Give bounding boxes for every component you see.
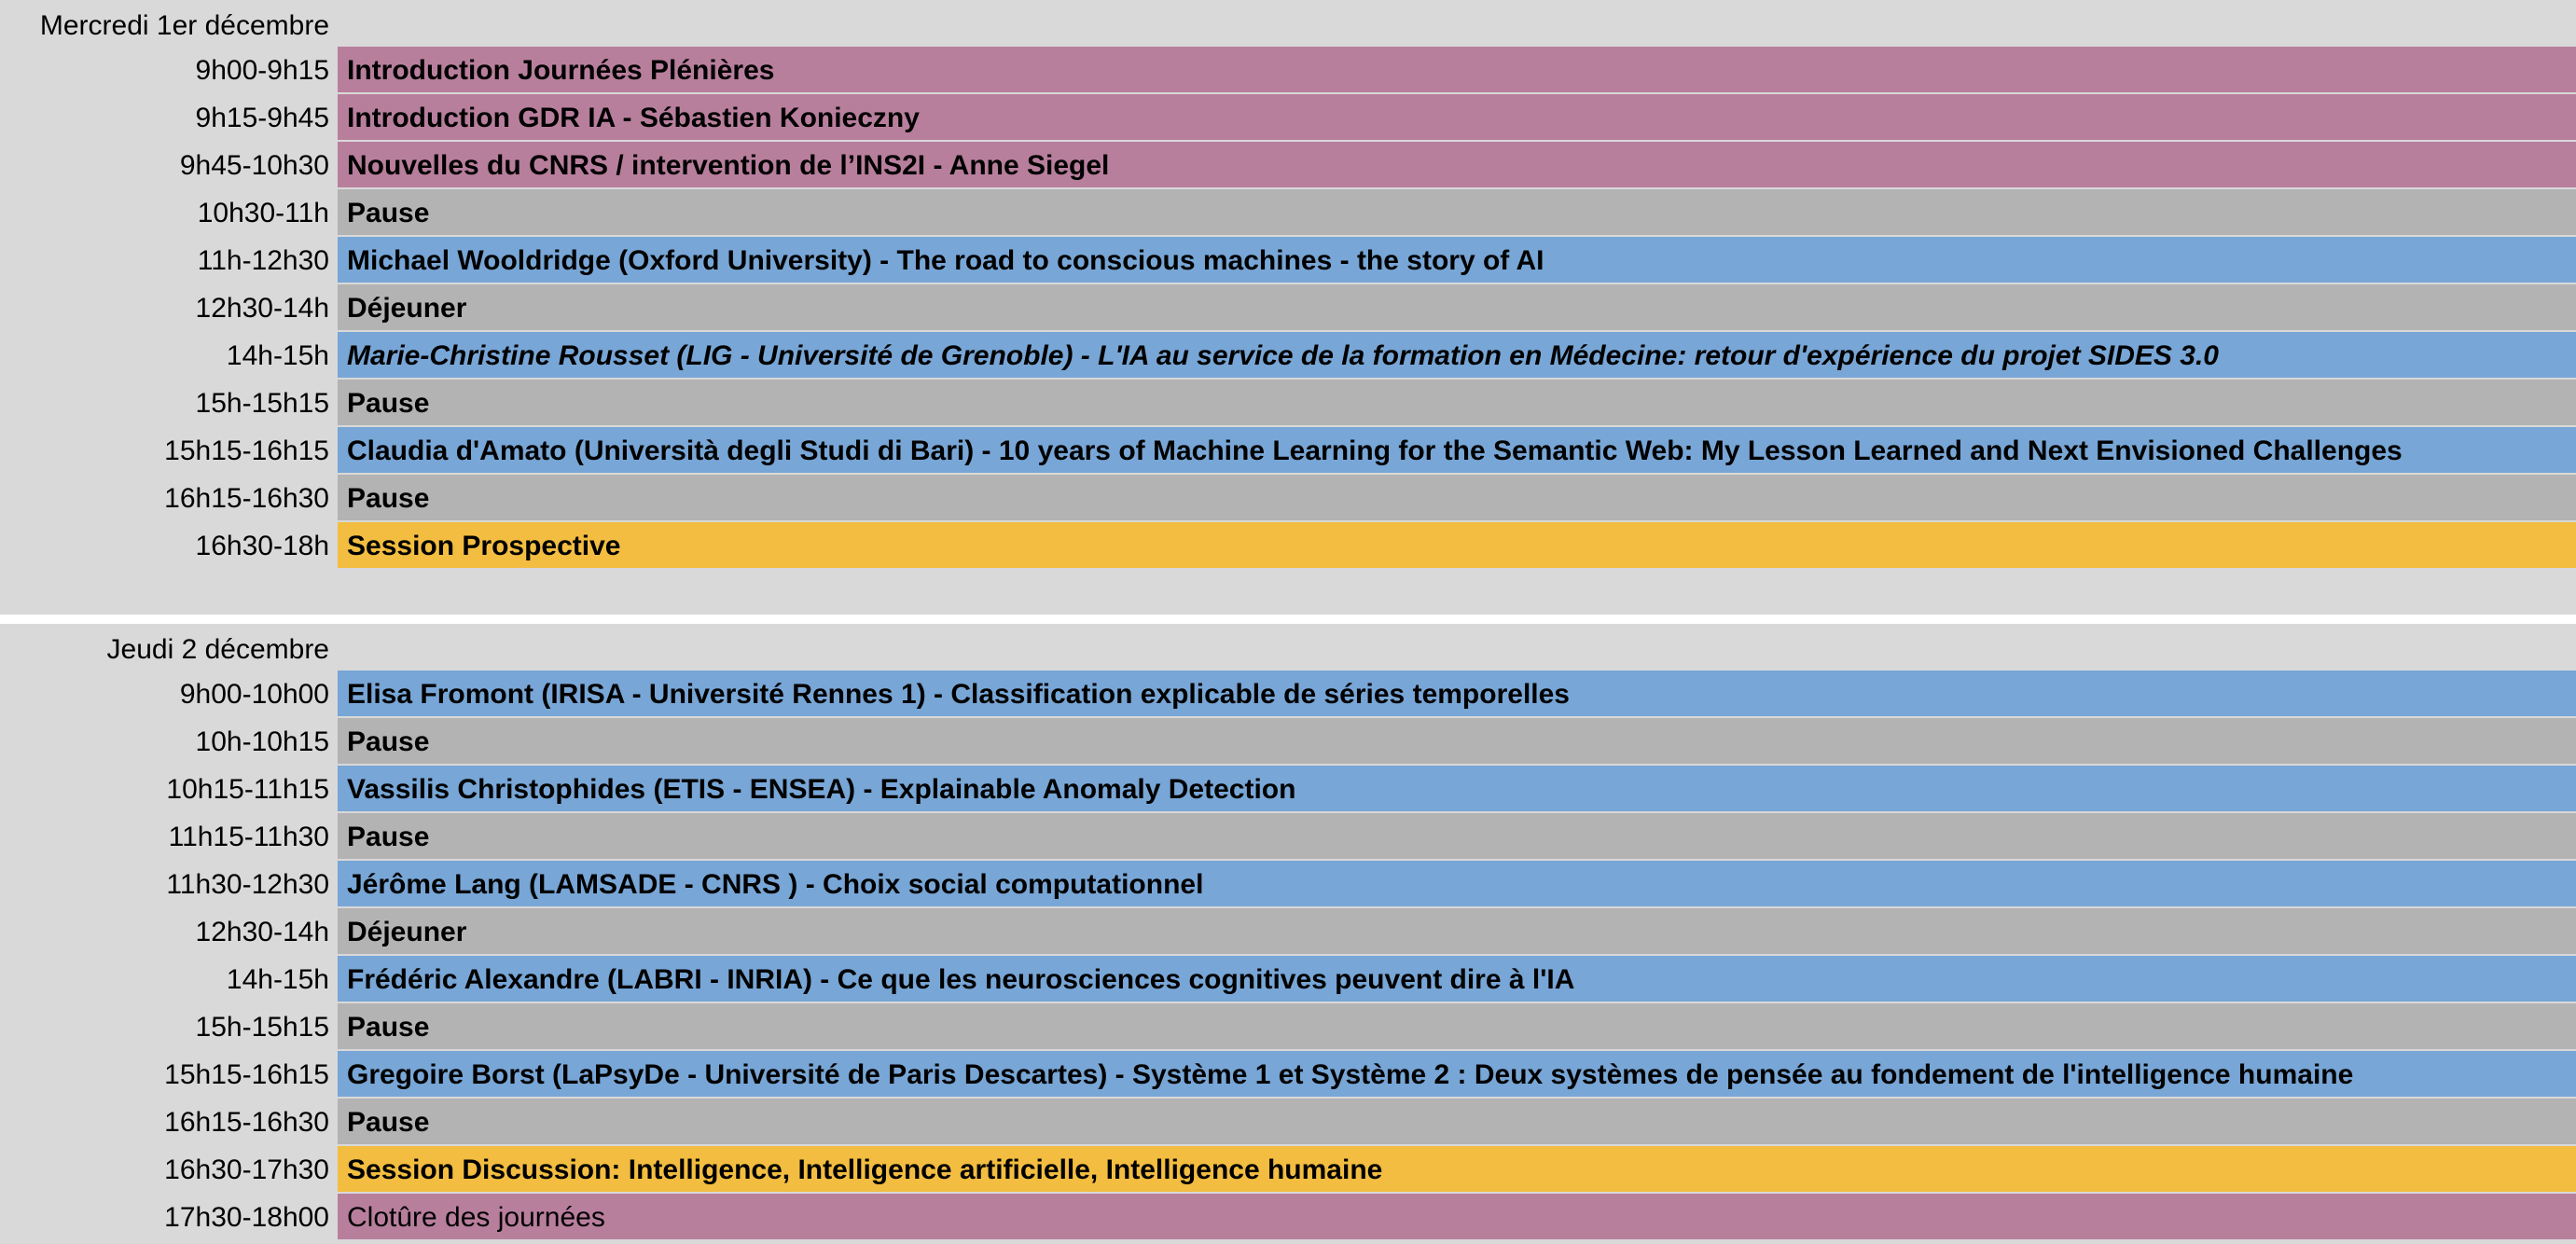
event-talk: Michael Wooldridge (Oxford University) - The road to conscious machines - the story of AI (338, 237, 2576, 283)
schedule-row (0, 1146, 2576, 1192)
time-slot: 11h30-12h30 (0, 861, 338, 906)
time-slot: 10h30-11h (0, 189, 338, 235)
time-slot: 10h-10h15 (0, 718, 338, 764)
time-slot: 16h15-16h30 (0, 475, 338, 520)
event-pause: Pause (338, 189, 2576, 235)
schedule-row (0, 813, 2576, 859)
schedule-row (0, 861, 2576, 906)
event-talk: Claudia d'Amato (Università degli Studi di Bari) - 10 years of Machine Learning for the Semantic Web: My Lesson Learned and Next Envisioned Challenges (338, 427, 2576, 473)
event-talk: Marie-Christine Rousset (LIG - Université de Grenoble) - L'IA au service de la formation en Médecine: retour d'expérience du projet SIDES 3.0 (338, 332, 2576, 378)
schedule-row (0, 427, 2576, 473)
time-slot: 15h15-16h15 (0, 1051, 338, 1097)
event-talk: Jérôme Lang (LAMSADE - CNRS ) - Choix social computationnel (338, 861, 2576, 906)
schedule-row (0, 332, 2576, 378)
event-pause: Déjeuner (338, 284, 2576, 330)
schedule-row (0, 1003, 2576, 1049)
time-slot: 17h30-18h00 (0, 1194, 338, 1239)
time-slot: 16h30-17h30 (0, 1146, 338, 1192)
schedule-row (0, 718, 2576, 764)
event-session: Session Discussion: Intelligence, Intelligence artificielle, Intelligence humaine (338, 1146, 2576, 1192)
schedule-row (0, 380, 2576, 425)
schedule-row (0, 522, 2576, 568)
event-intro: Introduction GDR IA - Sébastien Konieczny (338, 94, 2576, 140)
time-slot: 10h15-11h15 (0, 766, 338, 811)
event-intro: Nouvelles du CNRS / intervention de l’INS2I - Anne Siegel (338, 142, 2576, 187)
schedule-row (0, 670, 2576, 716)
event-session: Session Prospective (338, 522, 2576, 568)
time-slot: 14h-15h (0, 956, 338, 1002)
event-pause: Déjeuner (338, 908, 2576, 954)
schedule-row (0, 908, 2576, 954)
event-talk: Vassilis Christophides (ETIS - ENSEA) - Explainable Anomaly Detection (338, 766, 2576, 811)
schedule-rows (0, 670, 2576, 1239)
time-slot: 9h15-9h45 (0, 94, 338, 140)
event-pause: Pause (338, 718, 2576, 764)
time-slot: 9h00-10h00 (0, 670, 338, 716)
schedule-row (0, 47, 2576, 92)
event-talk: Gregoire Borst (LaPsyDe - Université de Paris Descartes) - Système 1 et Système 2 : Deux systèmes de pensée au fondement de l'intelligence humaine (338, 1051, 2576, 1097)
schedule-row (0, 1099, 2576, 1144)
schedule-row (0, 1194, 2576, 1239)
time-slot: 16h15-16h30 (0, 1099, 338, 1144)
time-slot: 9h00-9h15 (0, 47, 338, 92)
day-title: Mercredi 1er décembre (39, 10, 329, 41)
schedule-row (0, 766, 2576, 811)
day-title: Jeudi 2 décembre (106, 634, 329, 665)
time-slot: 15h-15h15 (0, 1003, 338, 1049)
time-slot: 16h30-18h (0, 522, 338, 568)
event-pause: Pause (338, 380, 2576, 425)
schedule-rows (0, 47, 2576, 568)
event-pause: Pause (338, 1003, 2576, 1049)
event-intro: Clotûre des journées (338, 1194, 2576, 1239)
schedule-row (0, 1051, 2576, 1097)
schedule-row (0, 284, 2576, 330)
time-slot: 15h15-16h15 (0, 427, 338, 473)
time-slot: 11h-12h30 (0, 237, 338, 283)
event-intro: Introduction Journées Plénières (338, 47, 2576, 92)
event-pause: Pause (338, 1099, 2576, 1144)
time-slot: 14h-15h (0, 332, 338, 378)
time-slot: 15h-15h15 (0, 380, 338, 425)
schedule-row (0, 189, 2576, 235)
event-pause: Pause (338, 813, 2576, 859)
time-slot: 12h30-14h (0, 908, 338, 954)
time-slot: 9h45-10h30 (0, 142, 338, 187)
time-slot: 12h30-14h (0, 284, 338, 330)
schedule-row (0, 94, 2576, 140)
schedule-row (0, 142, 2576, 187)
schedule-row (0, 475, 2576, 520)
event-talk: Elisa Fromont (IRISA - Université Rennes 1) - Classification explicable de séries temporelles (338, 670, 2576, 716)
day-block-thursday (0, 624, 2576, 1244)
schedule-row (0, 237, 2576, 283)
event-pause: Pause (338, 475, 2576, 520)
schedule-row (0, 956, 2576, 1002)
day-block-wednesday (0, 0, 2576, 615)
time-slot: 11h15-11h30 (0, 813, 338, 859)
event-talk: Frédéric Alexandre (LABRI - INRIA) - Ce que les neurosciences cognitives peuvent dire à l'IA (338, 956, 2576, 1002)
